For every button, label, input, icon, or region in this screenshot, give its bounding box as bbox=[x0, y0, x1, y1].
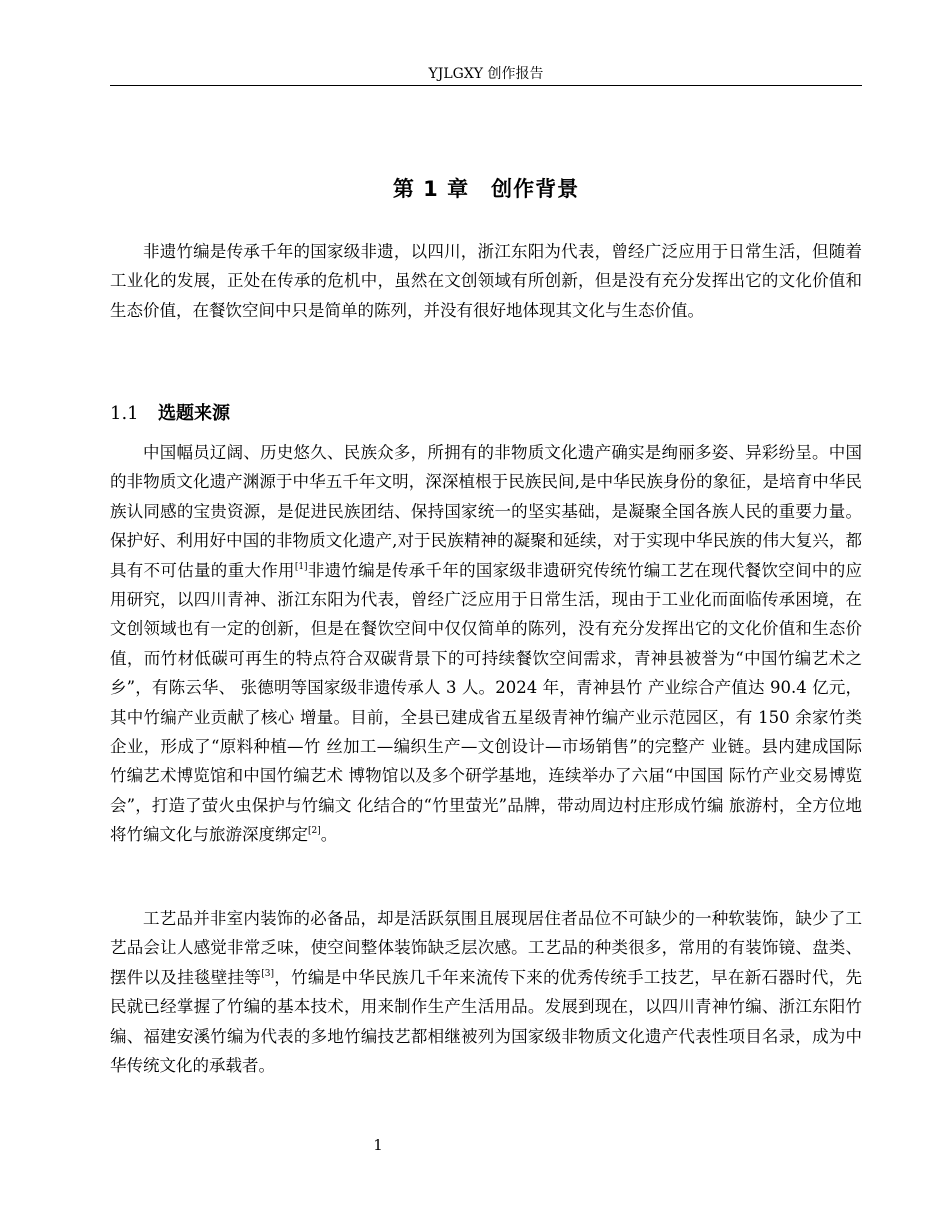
intro-paragraph: 非遗竹编是传承千年的国家级非遗，以四川，浙江东阳为代表，曾经广泛应用于日常生活，但随着工业化的发展，正处在传承的危机中，虽然在文创领域有所创新，但是没有充分发挥出它的文化价值和生态价值，在餐饮空间中只是简单的陈列，并没有很好地体现其文化与生态价值。 bbox=[110, 242, 862, 320]
body-paragraph bbox=[110, 904, 862, 1080]
page-number: 1 bbox=[373, 1136, 383, 1154]
paragraph-text: 。 bbox=[320, 825, 338, 845]
chapter-title: 第 1 章 创作背景 bbox=[392, 177, 580, 201]
citation-ref[interactable]: [2] bbox=[308, 826, 321, 837]
paragraph-text: 非遗竹编是传承千年的国家级非遗研究传统竹编工艺在现代餐饮空间中的应用研究，以四川青神、浙江东阳为代表，曾经广泛应用于日常生活，现由于工业化而面临传承困境，在文创领域也有一定的创新，但是在餐饮空间中仅仅简单的陈列，没有充分发挥出它的文化价值和生态价值，而竹材低碳可再生的特点符合双碳背景下的可持续餐饮空间需求，青神县被誉为“中国竹编艺术之乡”，有陈云华、 张德明等国家级非遗传承人 3 人。2024 年，青神县竹 产业综合产值达 90.4 亿元，其中竹编产业贡献了核心 增量。目前，全县已建成省五星级青神竹编产业示范园区，有 150 余家竹类企业，形成了“原料种植—竹 丝加工—编织生产—文创设计—市场销售”的完整产 业链。县内建成国际竹编艺术博览馆和中国竹编艺术 博物馆以及多个研学基地，连续举办了六届“中国国 际竹产业交易博览会”，打造了萤火虫保护与竹编文 化结合的“竹里萤光”品牌，带动周边村庄形成竹编 旅游村，全方位地将竹编文化与旅游深度绑定 bbox=[110, 560, 863, 845]
citation-ref[interactable]: [1] bbox=[294, 561, 308, 572]
section-number: 1.1 bbox=[110, 403, 139, 424]
body-paragraph bbox=[110, 438, 862, 850]
section-heading bbox=[110, 400, 230, 428]
paragraph-text: 工艺品并非室内装饰的必备品，却是活跃氛围且展现居住者品位不可缺少的一种软装饰，缺少了工艺品会让人感觉非常乏味，使空间整体装饰缺乏层次感。工艺品的种类很多，常用的有装饰镜、盘类、摆件以及挂毯壁挂等 bbox=[110, 909, 862, 987]
paragraph-text: 中国幅员辽阔、历史悠久、民族众多，所拥有的非物质文化遗产确实是绚丽多姿、异彩纷呈。中国的非物质文化遗产渊源于中华五千年文明，深深植根于民族民间,是中华民族身份的象征，是培育中华民族认同感的宝贵资源，是促进民族团结、保持国家统一的坚实基础，是凝聚全国各族人民的重要力量。保护好、利用好中国的非物质文化遗产,对于民族精神的凝聚和延续，对于实现中华民族的伟大复兴，都具有不可估量的重大作用 bbox=[110, 443, 862, 580]
header-rule bbox=[110, 85, 862, 86]
citation-ref[interactable]: [3] bbox=[261, 968, 274, 979]
paragraph-text: ，竹编是中华民族几千年来流传下来的优秀传统手工技艺，早在新石器时代，先民就已经掌握了竹编的基本技术，用来制作生产生活用品。发展到现在，以四川青神竹编、浙江东阳竹编、福建安溪竹编为代表的多地竹编技艺都相继被列为国家级非物质文化遗产代表性项目名录，成为中华传统文化的承载者。 bbox=[110, 967, 863, 1076]
running-header: YJLGXY 创作报告 bbox=[428, 66, 544, 82]
section-title: 选题来源 bbox=[158, 403, 230, 424]
